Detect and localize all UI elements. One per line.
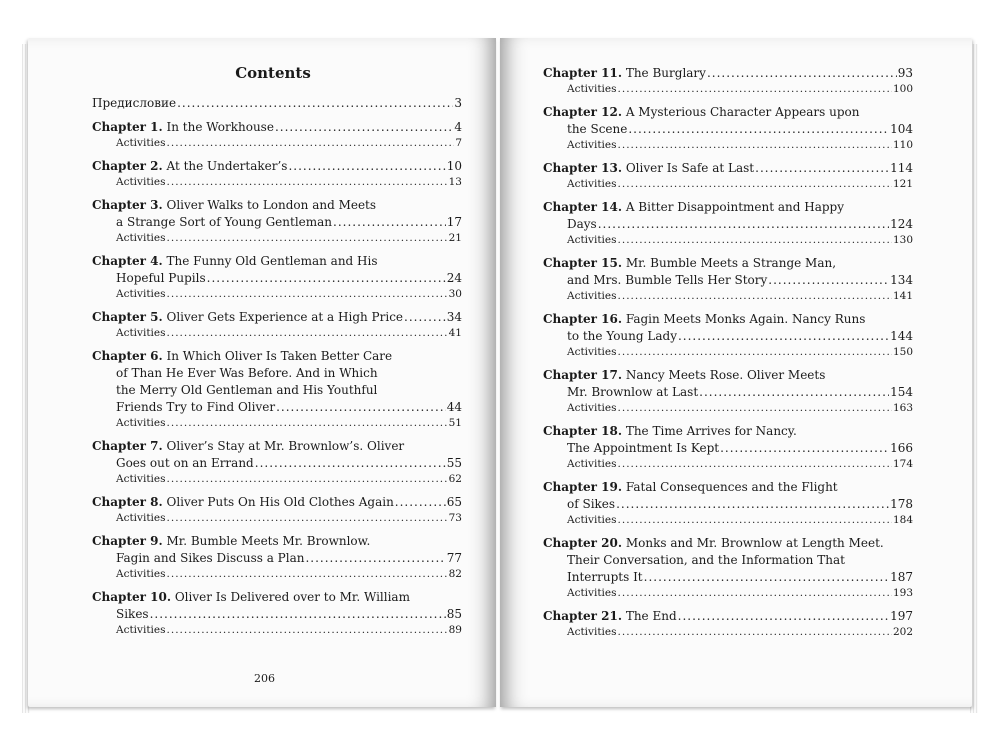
- toc-line: [543, 569, 913, 586]
- activities-label: Activities: [567, 290, 617, 302]
- chapter-title-line: [567, 569, 643, 586]
- chapter-page: 166: [890, 441, 913, 455]
- chapter-page: 178: [890, 497, 913, 511]
- activities-label: Activities: [567, 626, 617, 638]
- toc-entry: [92, 438, 462, 487]
- chapter-title-line: [92, 438, 404, 455]
- chapter-title: Monks and Mr. Brownlow at Length Meet.: [625, 536, 884, 550]
- toc-entry: [543, 311, 913, 360]
- toc-right-column: [543, 65, 913, 647]
- activities-label: Activities: [567, 139, 617, 151]
- chapter-page: 65: [446, 495, 462, 509]
- chapter-page: 197: [890, 609, 913, 623]
- chapter-page: 17: [446, 215, 462, 229]
- leader-dots: [768, 272, 889, 289]
- chapter-title-line: [567, 440, 719, 457]
- chapter-number: Chapter 1.: [92, 120, 163, 134]
- chapter-title-line: [92, 197, 376, 214]
- activities-line: [543, 625, 913, 640]
- leader-dots: [678, 608, 889, 625]
- toc-entry: [92, 253, 462, 302]
- activities-label: Activities: [567, 178, 617, 190]
- activities-page: 121: [892, 178, 913, 190]
- leader-dots: [644, 569, 889, 586]
- leader-dots: [167, 287, 448, 302]
- chapter-title: The Time Arrives for Nancy.: [625, 424, 797, 438]
- chapter-title: Goes out on an Errand: [116, 456, 254, 470]
- chapter-title-line: [116, 382, 377, 399]
- activities-line: [92, 567, 462, 582]
- activities-line: [92, 231, 462, 246]
- activities-page: 41: [448, 327, 462, 339]
- activities-label: Activities: [567, 402, 617, 414]
- activities-page: 73: [448, 512, 462, 524]
- toc-entry: [543, 65, 913, 97]
- toc-line: [543, 384, 913, 401]
- chapter-number: Chapter 7.: [92, 439, 163, 453]
- chapter-title: Oliver Gets Experience at a High Price: [166, 310, 404, 324]
- leader-dots: [167, 623, 448, 638]
- toc-line: [92, 309, 462, 326]
- chapter-title-line: [543, 535, 884, 552]
- activities-page: 21: [448, 232, 462, 244]
- toc-line: [92, 158, 462, 175]
- toc-entry: [543, 535, 913, 601]
- chapter-title-line: [116, 399, 275, 416]
- activities-label: Activities: [116, 417, 166, 429]
- leader-dots: [167, 511, 448, 526]
- chapter-title: Fagin and Sikes Discuss a Plan: [116, 551, 305, 565]
- chapter-title: A Mysterious Character Appears upon: [625, 105, 860, 119]
- toc-line: [543, 199, 913, 216]
- activities-label: Activities: [116, 624, 166, 636]
- chapter-title: of Than He Ever Was Before. And in Which: [116, 366, 378, 380]
- toc-line: [92, 348, 462, 365]
- toc-entry: [92, 589, 462, 638]
- chapter-title: A Bitter Disappointment and Happy: [625, 200, 844, 214]
- chapter-title-line: [567, 552, 845, 569]
- activities-page: 202: [892, 626, 913, 638]
- preface-page: 3: [454, 96, 462, 110]
- leader-dots: [276, 399, 446, 416]
- chapter-title: Fagin Meets Monks Again. Nancy Runs: [625, 312, 866, 326]
- toc-entry: [92, 494, 462, 526]
- leader-dots: [395, 494, 446, 511]
- chapter-title: to the Young Lady: [567, 329, 677, 343]
- toc-entry: [92, 197, 462, 246]
- chapter-title-line: [543, 199, 844, 216]
- chapter-number: Chapter 14.: [543, 200, 622, 214]
- activities-page: 193: [892, 587, 913, 599]
- chapter-number: Chapter 5.: [92, 310, 163, 324]
- chapter-number: Chapter 19.: [543, 480, 622, 494]
- chapter-title: Oliver Is Delivered over to Mr. William: [174, 590, 410, 604]
- toc-entry: [543, 423, 913, 472]
- activities-label: Activities: [116, 137, 166, 149]
- chapter-title: Oliver’s Stay at Mr. Brownlow’s. Oliver: [166, 439, 405, 453]
- chapter-page: 114: [890, 161, 913, 175]
- toc-line: [543, 479, 913, 496]
- chapter-number: Chapter 4.: [92, 254, 163, 268]
- toc-line: [92, 589, 462, 606]
- activities-line: [92, 326, 462, 341]
- chapter-number: Chapter 6.: [92, 349, 163, 363]
- toc-entry: [543, 104, 913, 153]
- chapter-title: Sikes: [116, 607, 149, 621]
- leader-dots: [618, 345, 892, 360]
- toc-line: [543, 121, 913, 138]
- activities-label: Activities: [116, 512, 166, 524]
- chapter-title: Oliver Puts On His Old Clothes Again: [166, 495, 394, 509]
- chapter-page: 4: [454, 120, 462, 134]
- chapter-title-line: [116, 365, 378, 382]
- chapter-title: Mr. Bumble Meets a Strange Man,: [625, 256, 837, 270]
- chapter-title: The Appointment Is Kept: [567, 441, 720, 455]
- chapter-number: Chapter 11.: [543, 66, 622, 80]
- activities-label: Activities: [116, 327, 166, 339]
- chapter-page: 10: [446, 159, 462, 173]
- contents-title: Contents: [235, 64, 311, 82]
- chapter-title: Oliver Is Safe at Last: [625, 161, 755, 175]
- toc-line: [92, 438, 462, 455]
- chapter-title-line: [567, 272, 767, 289]
- leader-dots: [618, 82, 892, 97]
- activities-page: 51: [448, 417, 462, 429]
- chapter-title-line: [92, 494, 394, 511]
- chapter-title: Fatal Consequences and the Flight: [625, 480, 838, 494]
- chapter-title-line: [543, 367, 825, 384]
- activities-page: 141: [892, 290, 913, 302]
- toc-preface: [92, 95, 462, 112]
- chapter-title: In Which Oliver Is Taken Better Care: [166, 349, 393, 363]
- chapter-title-line: [543, 608, 677, 625]
- chapter-number: Chapter 8.: [92, 495, 163, 509]
- toc-line: [543, 367, 913, 384]
- toc-line: [92, 550, 462, 567]
- chapter-page: 77: [446, 551, 462, 565]
- leader-dots: [618, 401, 892, 416]
- activities-line: [543, 513, 913, 528]
- preface-label: Предисловие: [92, 96, 177, 110]
- chapter-title-line: [543, 104, 859, 121]
- toc-line: [543, 311, 913, 328]
- leader-dots: [678, 328, 889, 345]
- chapter-number: Chapter 9.: [92, 534, 163, 548]
- chapter-number: Chapter 12.: [543, 105, 622, 119]
- chapter-title-line: [92, 158, 287, 175]
- toc-line: [543, 328, 913, 345]
- chapter-title-line: [543, 160, 754, 177]
- activities-line: [92, 416, 462, 431]
- toc-line: [543, 255, 913, 272]
- chapter-number: Chapter 16.: [543, 312, 622, 326]
- toc-line: [92, 197, 462, 214]
- toc-line: [92, 494, 462, 511]
- activities-line: [543, 177, 913, 192]
- chapter-title-line: [116, 550, 304, 567]
- activities-line: [543, 401, 913, 416]
- leader-dots: [699, 384, 889, 401]
- activities-page: 110: [892, 139, 913, 151]
- chapter-title: The Burglary: [625, 66, 706, 80]
- toc-entry: [543, 479, 913, 528]
- chapter-number: Chapter 20.: [543, 536, 622, 550]
- leader-dots: [618, 289, 892, 304]
- activities-page: 30: [448, 288, 462, 300]
- leader-dots: [177, 95, 453, 112]
- toc-entry: [92, 119, 462, 151]
- leader-dots: [288, 158, 445, 175]
- chapter-page: 187: [890, 570, 913, 584]
- chapter-title: The End: [625, 609, 677, 623]
- chapter-page: 104: [890, 122, 913, 136]
- chapter-title: the Scene: [567, 122, 628, 136]
- chapter-title: Friends Try to Find Oliver: [116, 400, 276, 414]
- chapter-title-line: [567, 328, 677, 345]
- chapter-number: Chapter 21.: [543, 609, 622, 623]
- activities-page: 100: [892, 83, 913, 95]
- chapter-title: Oliver Walks to London and Meets: [166, 198, 377, 212]
- activities-line: [92, 287, 462, 302]
- toc-entry: [92, 309, 462, 341]
- chapter-title: and Mrs. Bumble Tells Her Story: [567, 273, 768, 287]
- chapter-page: 34: [446, 310, 462, 324]
- activities-page: 62: [448, 473, 462, 485]
- toc-entry: [543, 608, 913, 640]
- activities-line: [543, 345, 913, 360]
- chapter-number: Chapter 17.: [543, 368, 622, 382]
- chapter-title: Interrupts It: [567, 570, 643, 584]
- toc-line: [92, 606, 462, 623]
- activities-line: [543, 457, 913, 472]
- chapter-number: Chapter 15.: [543, 256, 622, 270]
- toc-line: [92, 270, 462, 287]
- leader-dots: [628, 121, 889, 138]
- activities-label: Activities: [567, 234, 617, 246]
- toc-entry: [92, 158, 462, 190]
- toc-line: [543, 608, 913, 625]
- chapter-number: Chapter 10.: [92, 590, 171, 604]
- activities-line: [92, 472, 462, 487]
- chapter-page: 44: [446, 400, 462, 414]
- toc-line: [92, 382, 462, 399]
- chapter-page: 24: [446, 271, 462, 285]
- leader-dots: [618, 625, 892, 640]
- activities-label: Activities: [567, 458, 617, 470]
- activities-line: [92, 136, 462, 151]
- toc-line: [543, 65, 913, 82]
- activities-line: [92, 623, 462, 638]
- chapter-title: Days: [567, 217, 597, 231]
- toc-line: [543, 216, 913, 233]
- leader-dots: [404, 309, 446, 326]
- chapter-title: Mr. Brownlow at Last: [567, 385, 699, 399]
- toc-line: [543, 272, 913, 289]
- activities-label: Activities: [116, 232, 166, 244]
- activities-label: Activities: [567, 83, 617, 95]
- leader-dots: [305, 550, 445, 567]
- chapter-title: of Sikes: [567, 497, 616, 511]
- leader-dots: [618, 233, 892, 248]
- chapter-page: 124: [890, 217, 913, 231]
- toc-line: [92, 533, 462, 550]
- leader-dots: [720, 440, 889, 457]
- activities-page: 130: [892, 234, 913, 246]
- chapter-page: 85: [446, 607, 462, 621]
- chapter-title: Nancy Meets Rose. Oliver Meets: [625, 368, 826, 382]
- chapter-title-line: [567, 496, 615, 513]
- chapter-number: Chapter 2.: [92, 159, 163, 173]
- chapter-title: In the Workhouse: [166, 120, 274, 134]
- toc-line: [543, 160, 913, 177]
- leader-dots: [333, 214, 446, 231]
- activities-line: [543, 138, 913, 153]
- toc-line: [92, 253, 462, 270]
- activities-label: Activities: [116, 568, 166, 580]
- chapter-title-line: [567, 384, 698, 401]
- toc-entry: [92, 348, 462, 431]
- activities-page: 184: [892, 514, 913, 526]
- activities-line: [543, 289, 913, 304]
- leader-dots: [167, 472, 448, 487]
- toc-entry: [543, 160, 913, 192]
- chapter-title-line: [116, 606, 149, 623]
- chapter-title-line: [567, 216, 597, 233]
- activities-page: 89: [448, 624, 462, 636]
- chapter-title-line: [92, 533, 370, 550]
- activities-page: 174: [892, 458, 913, 470]
- chapter-title: Their Conversation, and the Information That: [567, 553, 845, 567]
- chapter-title-line: [116, 214, 332, 231]
- chapter-page: 144: [890, 329, 913, 343]
- toc-entry: [543, 199, 913, 248]
- leader-dots: [618, 586, 892, 601]
- toc-entry: [92, 533, 462, 582]
- chapter-title-line: [543, 423, 797, 440]
- chapter-title: The Funny Old Gentleman and His: [166, 254, 378, 268]
- activities-label: Activities: [116, 176, 166, 188]
- activities-line: [92, 175, 462, 190]
- toc-entry: [543, 255, 913, 304]
- leader-dots: [167, 175, 448, 190]
- activities-page: 150: [892, 346, 913, 358]
- leader-dots: [167, 136, 455, 151]
- activities-page: 13: [448, 176, 462, 188]
- toc-line: [543, 440, 913, 457]
- chapter-number: Chapter 18.: [543, 424, 622, 438]
- activities-page: 82: [448, 568, 462, 580]
- toc-entry: [543, 367, 913, 416]
- chapter-title-line: [567, 121, 627, 138]
- chapter-number: Chapter 3.: [92, 198, 163, 212]
- chapter-title-line: [92, 253, 378, 270]
- activities-page: 7: [455, 137, 462, 149]
- toc-line: [543, 496, 913, 513]
- toc-line: [543, 552, 913, 569]
- leader-dots: [167, 326, 448, 341]
- leader-dots: [755, 160, 889, 177]
- activities-label: Activities: [567, 587, 617, 599]
- leader-dots: [598, 216, 889, 233]
- activities-label: Activities: [116, 473, 166, 485]
- chapter-page: 154: [890, 385, 913, 399]
- leader-dots: [618, 513, 892, 528]
- chapter-title-line: [92, 589, 410, 606]
- chapter-title-line: [92, 309, 403, 326]
- leader-dots: [616, 496, 889, 513]
- activities-line: [543, 233, 913, 248]
- toc-line: [543, 104, 913, 121]
- leader-dots: [207, 270, 446, 287]
- leader-dots: [618, 177, 892, 192]
- chapter-title-line: [116, 455, 254, 472]
- activities-label: Activities: [567, 514, 617, 526]
- chapter-title-line: [92, 348, 392, 365]
- leader-dots: [618, 457, 892, 472]
- chapter-page: 134: [890, 273, 913, 287]
- chapter-title-line: [543, 311, 865, 328]
- chapter-page: 55: [446, 456, 462, 470]
- chapter-title: Hopeful Pupils: [116, 271, 206, 285]
- activities-line: [543, 82, 913, 97]
- toc-line: [92, 399, 462, 416]
- chapter-title: a Strange Sort of Young Gentleman: [116, 215, 333, 229]
- chapter-title: Mr. Bumble Meets Mr. Brownlow.: [166, 534, 371, 548]
- toc-line: [92, 214, 462, 231]
- chapter-title-line: [116, 270, 206, 287]
- chapter-title-line: [543, 255, 836, 272]
- chapter-number: Chapter 13.: [543, 161, 622, 175]
- leader-dots: [707, 65, 897, 82]
- activities-page: 163: [892, 402, 913, 414]
- chapter-title-line: [543, 479, 838, 496]
- chapter-page: 93: [897, 66, 913, 80]
- activities-line: [543, 586, 913, 601]
- activities-label: Activities: [567, 346, 617, 358]
- leader-dots: [167, 567, 448, 582]
- leader-dots: [618, 138, 892, 153]
- chapter-title: the Merry Old Gentleman and His Youthful: [116, 383, 378, 397]
- leader-dots: [255, 455, 446, 472]
- leader-dots: [167, 231, 448, 246]
- toc-line: [543, 423, 913, 440]
- toc-line: [92, 455, 462, 472]
- leader-dots: [150, 606, 446, 623]
- toc-left-column: [92, 95, 462, 645]
- chapter-title-line: [92, 119, 274, 136]
- leader-dots: [275, 119, 453, 136]
- toc-line: [92, 119, 462, 136]
- toc-line: [543, 535, 913, 552]
- toc-line: [92, 365, 462, 382]
- chapter-title: At the Undertaker’s: [166, 159, 288, 173]
- leader-dots: [167, 416, 448, 431]
- page-number: 206: [254, 672, 275, 685]
- activities-label: Activities: [116, 288, 166, 300]
- chapter-title-line: [543, 65, 706, 82]
- activities-line: [92, 511, 462, 526]
